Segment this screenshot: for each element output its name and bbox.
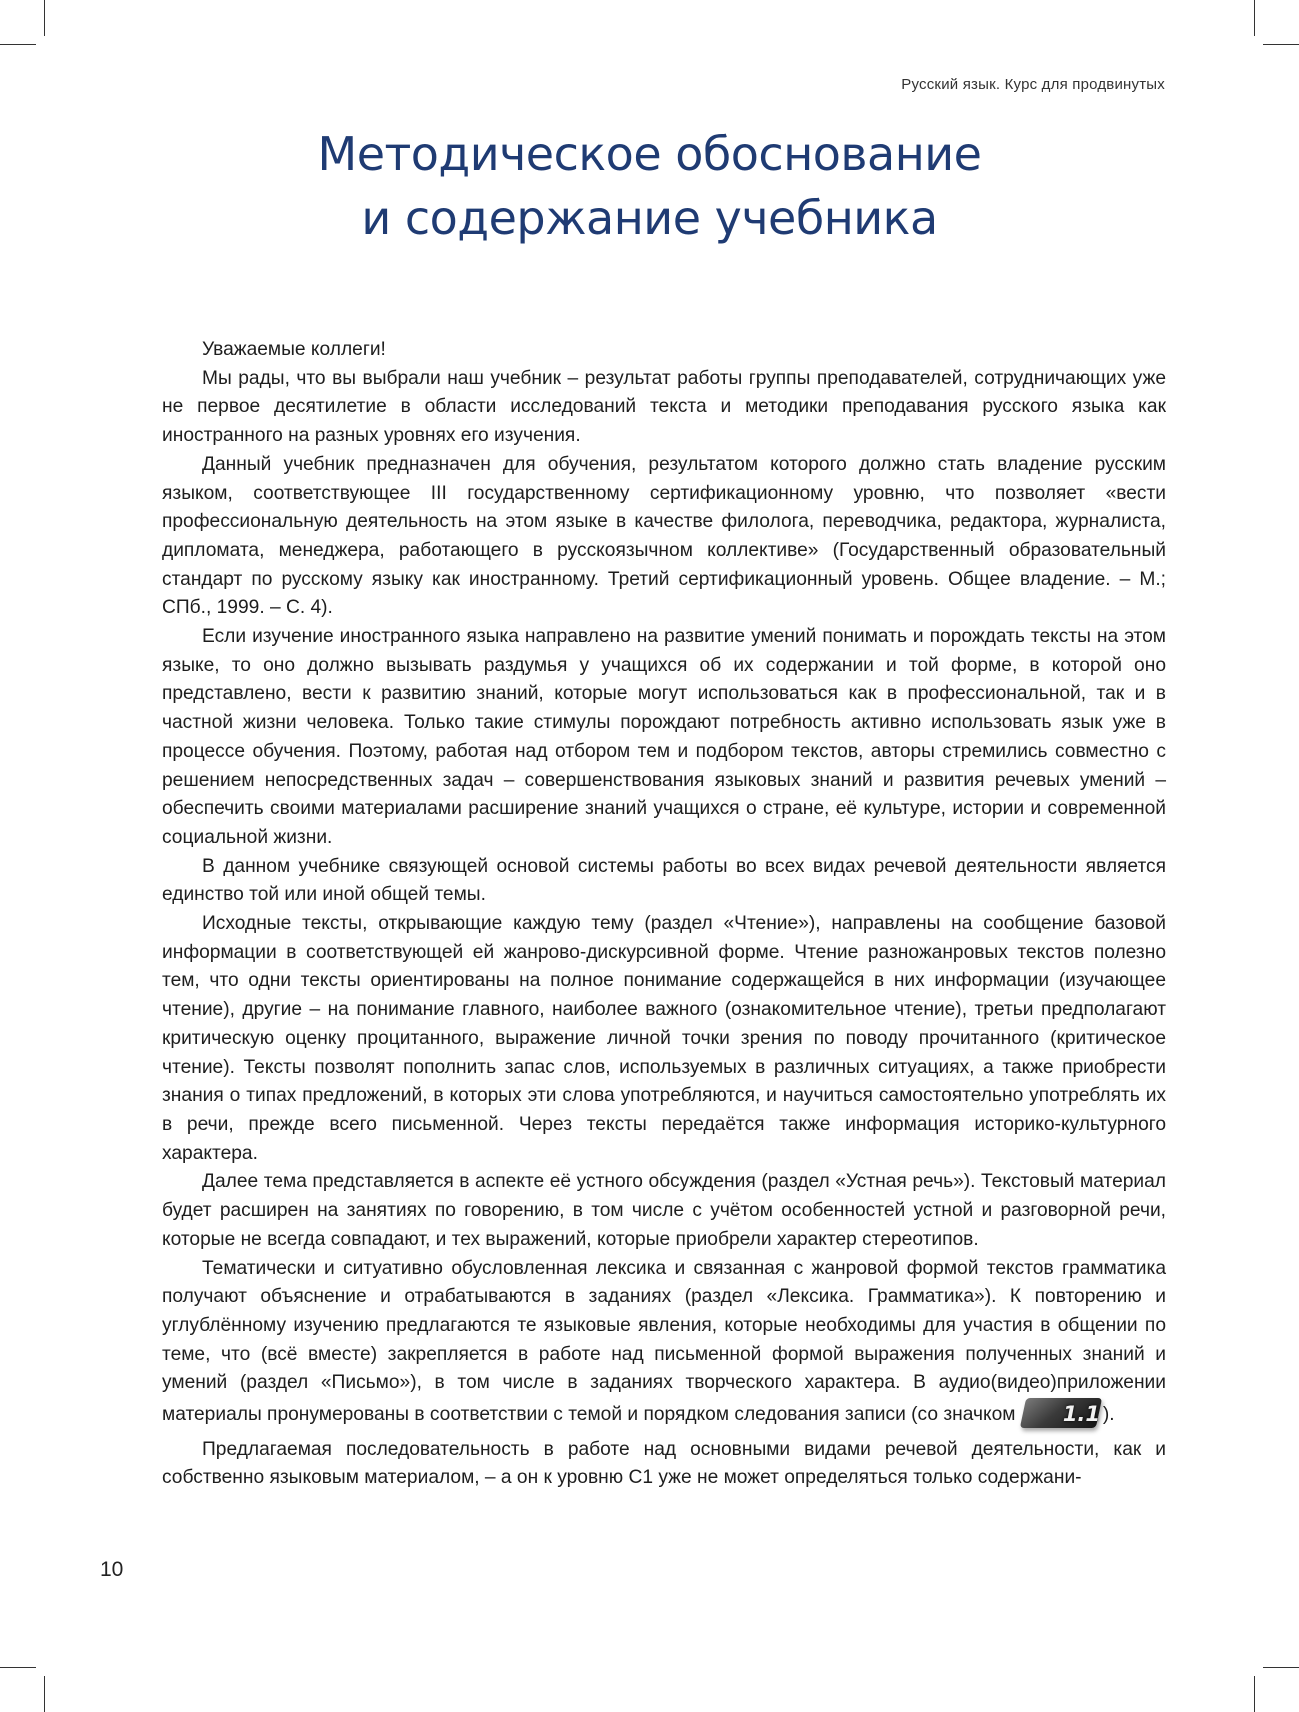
crop-mark-bottom-left <box>44 1676 45 1712</box>
salutation: Уважаемые коллеги! <box>202 339 386 360</box>
page-title-line-2: и содержание учебника <box>361 191 938 245</box>
paragraph-7-text: Тематически и ситуативно обусловленная лексика и связанная с жанровой формой текстов грамматика получают объяснение и отрабатываются в заданиях (раздел «Лексика. Грамматика»). К повторению и углублённому изучению предлагаются те языковые явления, которые необходимы для участия в общении по теме, что (всё вместе) закрепляется в работе над письменной формой выражения полученных знаний и умений (раздел «Письмо»), в том числе в заданиях творческого характера. В аудио(видео)приложении материалы пронумерованы в соответствии с темой и порядком следования записи (со значком <box>162 1257 1166 1426</box>
paragraph-7 <box>162 1255 1166 1430</box>
crop-mark-bottom-right <box>1263 1667 1299 1668</box>
paragraph-4: В данном учебнике связующей основой системы работы во всех видах речевой деятельности является единство той или иной общей темы. <box>162 855 1166 906</box>
body-text <box>162 336 1166 1493</box>
crop-mark-top-right <box>1263 44 1299 45</box>
crop-mark-bottom-left <box>0 1667 36 1668</box>
page-number: 10 <box>100 1558 124 1581</box>
crop-mark-top-right <box>1254 0 1255 36</box>
page-title-line-1: Методическое обоснование <box>317 127 982 181</box>
page-title <box>0 122 1299 250</box>
audio-track-icon <box>1023 1398 1099 1428</box>
paragraph-7-tail: ). <box>1102 1404 1115 1426</box>
paragraph-8: Предлагаемая последовательность в работе над основными видами речевой деятельности, как и собственно языковым материалом, – а он к уровню С1 уже не может определяться только содержани- <box>162 1438 1166 1489</box>
paragraph-6: Далее тема представляется в аспекте её устного обсуждения (раздел «Устная речь»). Текстовый материал будет расширен на занятиях по говорению, в том числе с учётом особенностей устной и разговорной речи, которые не всегда совпадают, и тех выражений, которые приобрели характер стереотипов. <box>162 1171 1166 1250</box>
crop-mark-top-left <box>44 0 45 36</box>
paragraph-1: Мы рады, что вы выбрали наш учебник – результат работы группы преподавателей, сотрудничающих уже не первое десятилетие в области исследований текста и методики преподавания русского языка как иностранного на разных уровнях его изучения. <box>162 367 1166 447</box>
audio-track-icon-label: 1.1 <box>1062 1402 1101 1427</box>
crop-mark-bottom-right <box>1254 1676 1255 1712</box>
paragraph-5: Исходные тексты, открывающие каждую тему (раздел «Чтение»), направлены на сообщение базовой информации в соответствующей ей жанрово-дискурсивной форме. Чтение разножанровых текстов полезно тем, что одни тексты ориентированы на полное понимание содержащейся в них информации (изучающее чтение), другие – на понимание главного, наиболее важного (ознакомительное чтение), третьи предполагают критическую оценку процитанного, выражение личной точки зрения по поводу прочитанного (критическое чтение). Тексты позволят пополнить запас слов, используемых в различных ситуациях, а также приобрести знания о типах предложений, в которых эти слова употребляются, и научиться самостоятельно употреблять их в речи, прежде всего письменной. Через тексты передаётся также информация историко-культурного характера. <box>162 913 1166 1164</box>
paragraph-2: Данный учебник предназначен для обучения, результатом которого должно стать владение русским языком, соответствующее III государственному сертификационному уровню, что позволяет «вести профессиональную деятельность на этом языке в качестве филолога, переводчика, редактора, журналиста, дипломата, менеджера, работающего в русскоязычном коллективе» (Государственный образовательный стандарт по русскому языку как иностранному. Третий сертификационный уровень. Общее владение. – М.; СПб., 1999. – С. 4). <box>162 453 1166 619</box>
running-header: Русский язык. Курс для продвинутых <box>901 76 1165 93</box>
crop-mark-top-left <box>0 44 36 45</box>
paragraph-3: Если изучение иностранного языка направлено на развитие умений понимать и порождать тексты на этом языке, то оно должно вызывать раздумья у учащихся об их содержании и той форме, в которой оно представлено, вести к развитию знаний, которые могут использоваться как в профессиональной, так и в частной жизни человека. Только такие стимулы порождают потребность активно использовать язык уже в процессе обучения. Поэтому, работая над отбором тем и подбором текстов, авторы стремились совместно с решением непосредственных задач – совершенствования языковых знаний и развития речевых умений – обеспечить своими материалами расширение знаний учащихся о стране, её культуре, истории и современной социальной жизни. <box>162 626 1166 848</box>
